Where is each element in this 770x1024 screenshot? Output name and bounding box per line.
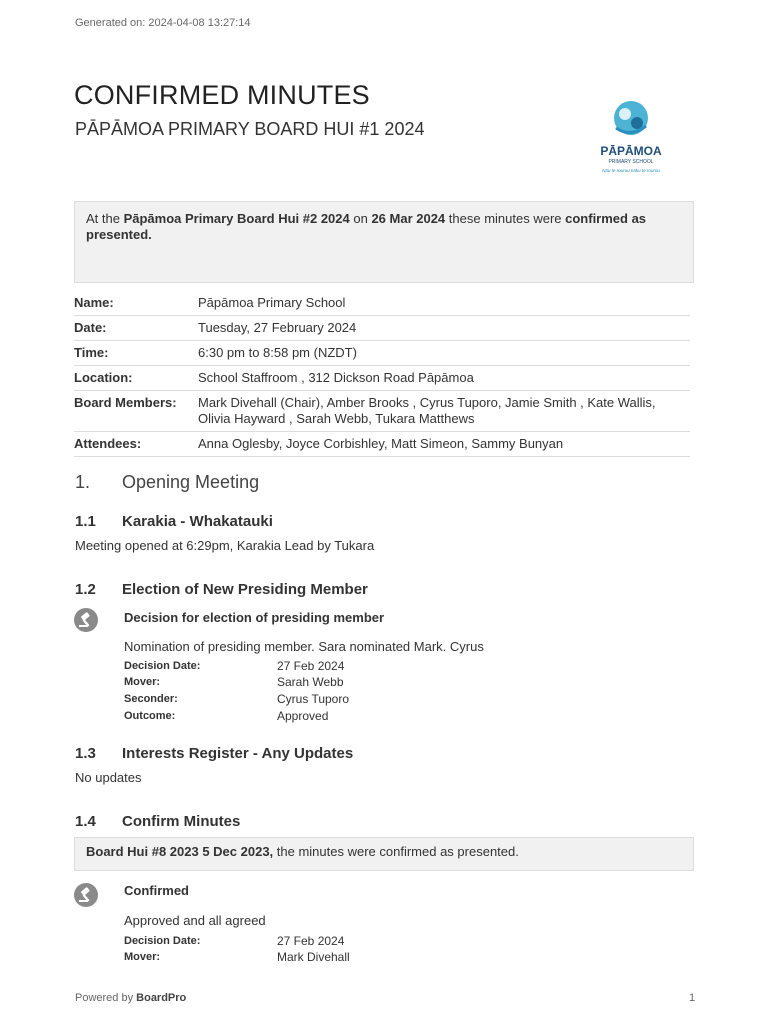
page-title: CONFIRMED MINUTES <box>74 80 370 110</box>
decision-1-seconder-value: Cyrus Tuporo <box>277 692 350 706</box>
section-1-title: Opening Meeting <box>122 472 260 492</box>
info-row-name: Name: Pāpāmoa Primary School <box>74 291 690 316</box>
decision-1-seconder-label: Seconder: <box>124 693 178 705</box>
decision-1-mover-label: Mover: <box>124 676 161 688</box>
decision-2-date-label: Decision Date: <box>124 935 201 947</box>
info-row-time: Time: 6:30 pm to 8:58 pm (NZDT) <box>74 341 690 366</box>
info-row-location: Location: School Staffroom , 312 Dickson Road Pāpāmoa <box>74 366 690 391</box>
school-logo <box>586 96 676 178</box>
info-row-attendees: Attendees: Anna Oglesby, Joyce Corbishley, Matt Simeon, Sammy Bunyan <box>74 432 690 457</box>
confirmation-banner: At the Pāpāmoa Primary Board Hui #2 2024 on 26 Mar 2024 these minutes were confirmed as presented. <box>74 201 694 283</box>
meeting-info-table <box>74 291 690 457</box>
decision-1-date-label: Decision Date: <box>124 660 201 672</box>
item-1-3-number: 1.3 <box>75 745 96 762</box>
section-1-number: 1. <box>75 472 91 492</box>
item-1-4-number: 1.4 <box>75 813 96 830</box>
decision-1-mover-value: Sarah Webb <box>277 675 344 689</box>
page-number: 1 <box>689 992 696 1004</box>
page-subtitle: PĀPĀMOA PRIMARY BOARD HUI #1 2024 <box>75 119 425 139</box>
gavel-icon <box>74 608 98 632</box>
item-1-3-text: No updates <box>75 770 142 785</box>
decision-1-description: Nomination of presiding member. Sara nominated Mark. Cyrus <box>124 639 484 654</box>
logo-name: PĀPĀMOA <box>600 144 662 158</box>
decision-1-outcome-value: Approved <box>277 709 329 723</box>
gavel-icon <box>74 883 98 907</box>
decision-2-title: Confirmed <box>124 883 189 898</box>
info-row-date: Date: Tuesday, 27 February 2024 <box>74 316 690 341</box>
decision-2-date-value: 27 Feb 2024 <box>277 934 345 948</box>
confirm-minutes-note: Board Hui #8 2023 5 Dec 2023, the minutes were confirmed as presented. <box>74 837 694 871</box>
logo-sub: PRIMARY SCHOOL <box>608 159 654 165</box>
generated-timestamp: Generated on: 2024-04-08 13:27:14 <box>75 17 251 29</box>
item-1-1-number: 1.1 <box>75 513 96 530</box>
decision-2-description: Approved and all agreed <box>124 913 266 928</box>
decision-2-mover-value: Mark Divehall <box>277 950 350 964</box>
decision-1-date-value: 27 Feb 2024 <box>277 659 345 673</box>
item-1-2-number: 1.2 <box>75 581 96 598</box>
item-1-4-title: Confirm Minutes <box>122 813 241 830</box>
item-1-1-title: Karakia - Whakatauki <box>122 513 273 530</box>
footer-powered-by: Powered by BoardPro <box>75 992 187 1004</box>
item-1-3-title: Interests Register - Any Updates <box>122 745 354 762</box>
item-1-1-text: Meeting opened at 6:29pm, Karakia Lead by Tukara <box>75 538 375 553</box>
logo-tagline: Nāu te rourou nāku te rourou <box>602 168 660 173</box>
decision-1-outcome-label: Outcome: <box>124 710 176 722</box>
info-row-board-members: Board Members: Mark Divehall (Chair), Amber Brooks , Cyrus Tuporo, Jamie Smith , Kate Wallis, Olivia Hayward , Sarah Webb, Tukara Matthews <box>74 391 690 432</box>
item-1-2-title: Election of New Presiding Member <box>122 581 368 598</box>
decision-2-mover-label: Mover: <box>124 951 161 963</box>
decision-1-title: Decision for election of presiding member <box>124 610 385 625</box>
